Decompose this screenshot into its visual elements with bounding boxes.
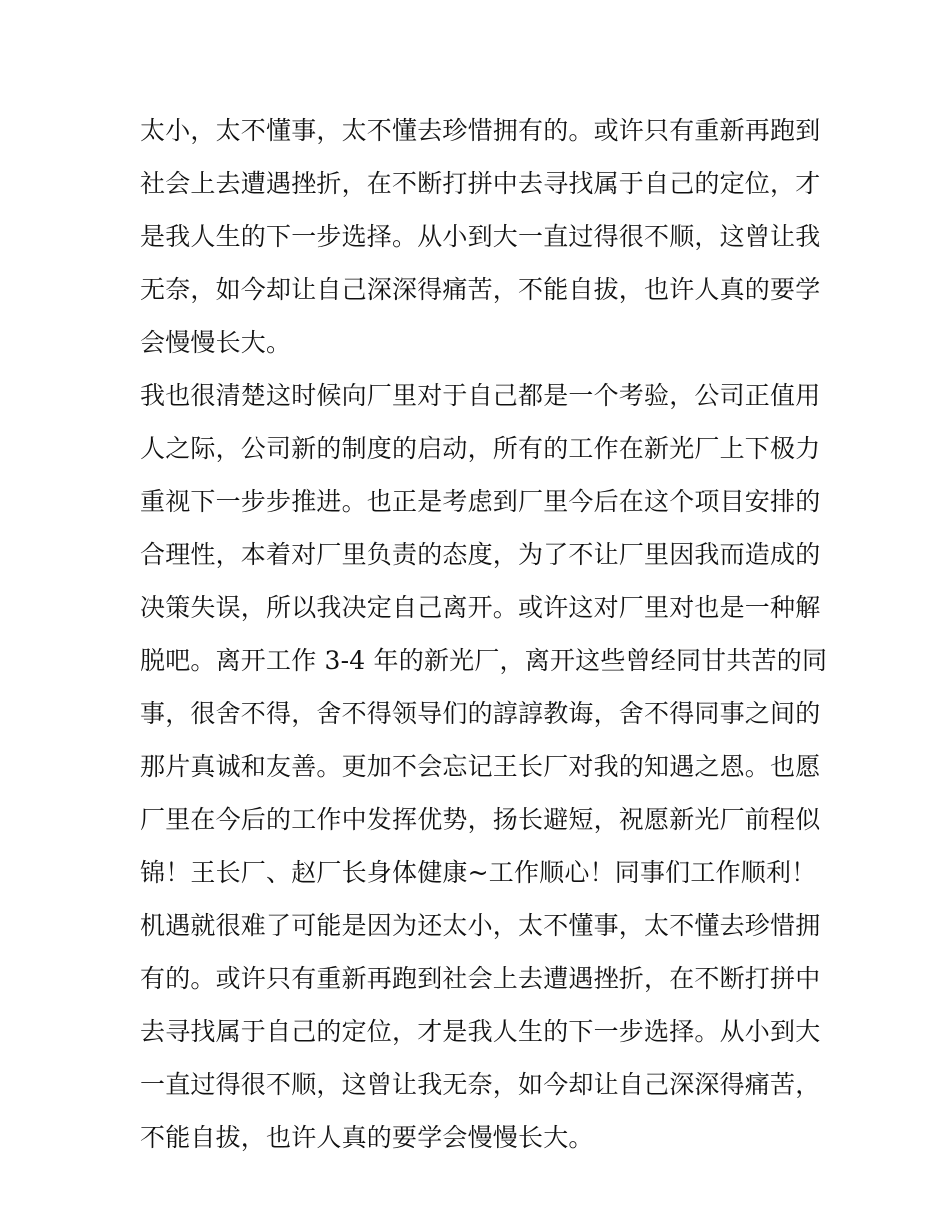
text-line: 事，很舍不得，舍不得领导们的諄諄教诲，舍不得同事之间的 — [140, 699, 821, 728]
text-line: 社会上去遭遇挫折，在不断打拼中去寻找属于自己的定位，才 — [140, 169, 821, 198]
text-line: 那片真诚和友善。更加不会忘记王长厂对我的知遇之恩。也愿 — [140, 752, 821, 781]
text-line: 决策失误，所以我决定自己离开。或许这对厂里对也是一种解 — [140, 593, 821, 622]
text-line: 太小，太不懂事，太不懂去珍惜拥有的。或许只有重新再跑到 — [140, 116, 821, 145]
text-line: 无奈，如今却让自己深深得痛苦，不能自拔，也许人真的要学 — [140, 275, 821, 304]
text-line: 一直过得很不顺，这曾让我无奈，如今却让自己深深得痛苦， — [140, 1070, 821, 1099]
text-line: 人之际，公司新的制度的启动，所有的工作在新光厂上下极力 — [140, 434, 821, 463]
text-line: 我也很清楚这时候向厂里对于自己都是一个考验，公司正值用 — [140, 381, 821, 410]
text-line: 脱吧。离开工作 3-4 年的新光厂，离开这些曾经同甘共苦的同 — [140, 646, 828, 675]
text-line: 是我人生的下一步选择。从小到大一直过得很不顺，这曾让我 — [140, 222, 821, 251]
text-line: 重视下一步步推进。也正是考虑到厂里今后在这个项目安排的 — [140, 487, 821, 516]
text-line: 去寻找属于自己的定位，才是我人生的下一步选择。从小到大 — [140, 1017, 821, 1046]
document-body — [140, 104, 828, 1164]
text-line: 合理性，本着对厂里负责的态度，为了不让厂里因我而造成的 — [140, 540, 821, 569]
text-line: 厂里在今后的工作中发挥优势，扬长避短，祝愿新光厂前程似 — [140, 805, 821, 834]
text-line: 会慢慢长大。 — [140, 328, 292, 357]
text-line: 有的。或许只有重新再跑到社会上去遭遇挫折，在不断打拼中 — [140, 964, 821, 993]
text-line: 机遇就很难了可能是因为还太小，太不懂事，太不懂去珍惜拥 — [140, 911, 821, 940]
text-line: 不能自拔，也许人真的要学会慢慢长大。 — [140, 1123, 594, 1152]
text-line: 锦！王长厂、赵厂长身体健康~工作顺心！同事们工作顺利！ — [140, 858, 817, 887]
